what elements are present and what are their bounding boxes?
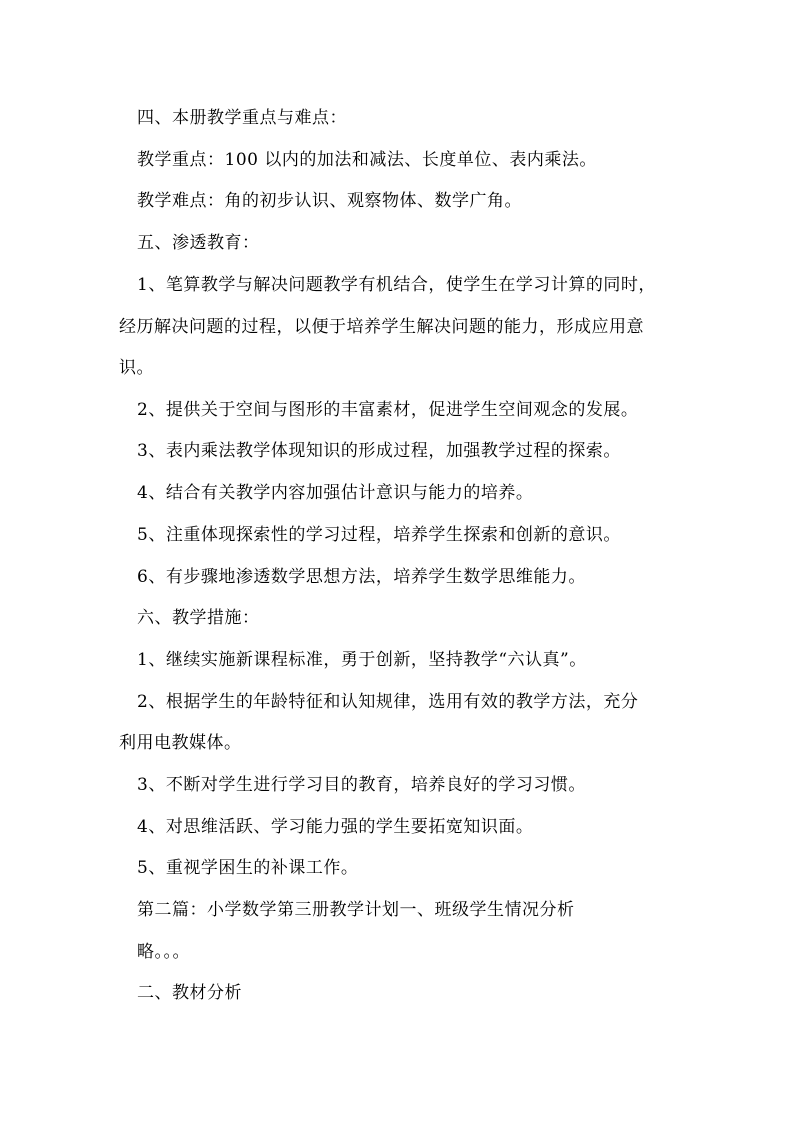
paragraph-measures-1: 1、继续实施新课程标准，勇于创新，坚持教学“六认真”。 xyxy=(137,650,587,670)
paragraph-measures-2-line-2: 利用电教媒体。 xyxy=(119,733,242,753)
paragraph-teaching-focus: 教学重点：100 以内的加法和减法、长度单位、表内乘法。 xyxy=(137,150,597,170)
paragraph-measures-2-line-1: 2、根据学生的年龄特征和认知规律，选用有效的教学方法，充分 xyxy=(137,692,639,712)
paragraph-omitted: 略。。。 xyxy=(137,942,190,962)
section-heading-measures: 六、教学措施： xyxy=(137,608,260,628)
paragraph-education-1-line-3: 识。 xyxy=(119,358,154,378)
section-heading-second-article: 第二篇：小学数学第三册教学计划一、班级学生情况分析 xyxy=(137,900,575,920)
section-heading-education: 五、渗透教育： xyxy=(137,233,260,253)
section-heading-key-points: 四、本册教学重点与难点： xyxy=(137,108,347,128)
paragraph-education-6: 6、有步骤地渗透数学思想方法，培养学生数学思维能力。 xyxy=(137,567,586,587)
paragraph-education-1-line-1: 1、笔算教学与解决问题教学有机结合，使学生在学习计算的同时， xyxy=(137,275,656,295)
paragraph-measures-5: 5、重视学困生的补课工作。 xyxy=(137,858,359,878)
section-heading-textbook-analysis: 二、教材分析 xyxy=(137,983,242,1003)
paragraph-measures-3: 3、不断对学生进行学习目的教育，培养良好的学习习惯。 xyxy=(137,775,586,795)
paragraph-education-5: 5、注重体现探索性的学习过程，培养学生探索和创新的意识。 xyxy=(137,525,621,545)
paragraph-education-2: 2、提供关于空间与图形的丰富素材，促进学生空间观念的发展。 xyxy=(137,400,639,420)
paragraph-measures-4: 4、对思维活跃、学习能力强的学生要拓宽知识面。 xyxy=(137,817,534,837)
paragraph-teaching-difficulty: 教学难点：角的初步认识、观察物体、数学广角。 xyxy=(137,191,522,211)
paragraph-education-3: 3、表内乘法教学体现知识的形成过程，加强教学过程的探索。 xyxy=(137,441,621,461)
paragraph-education-4: 4、结合有关教学内容加强估计意识与能力的培养。 xyxy=(137,483,534,503)
paragraph-education-1-line-2: 经历解决问题的过程，以便于培养学生解决问题的能力，形成应用意 xyxy=(119,317,644,337)
